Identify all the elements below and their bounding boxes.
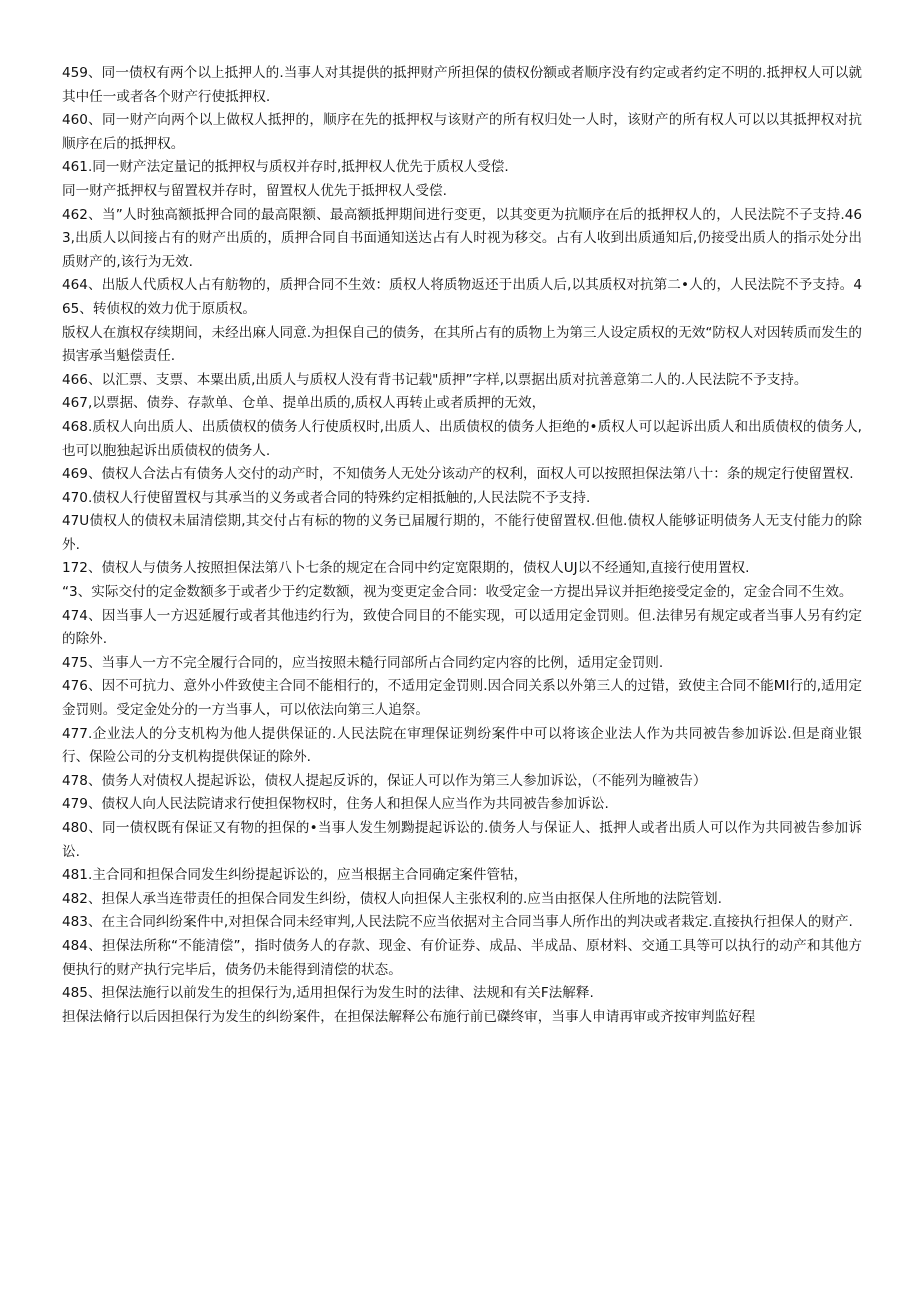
paragraph-466: 466、以汇票、支票、本粟出质,出质人与质权人没有背书记载"质押”字样,以票据出质对抗善意第二人的.人民法院不予支持。: [62, 371, 808, 388]
paragraph-464: 464、出版人代质权人占有舫物的，质押合同不生效：质权人将质物返还于出质人后,以其质权对抗第二•人的，人民法院不予支持。465、转侦权的效力优于原质权。: [62, 277, 862, 317]
paragraph-462: 462、当”人时独高额抵押合同的最高限额、最高额抵押期间进行变更，以其变更为抗顺序在后的抵押权人的，人民法院不子支持.463,出质人以间接占有的财产出质的，质押合同自书面通知送达占有人时视为移交。占有人收到出质通知后,仍接受出质人的指示处分出质财产的,该行为无效.: [62, 206, 862, 270]
paragraph-461-cont: 同一财产抵押权与留置权并存时，留置权人优先于抵押权人受偿.: [62, 182, 447, 199]
paragraph-482: 482、担保人承当连带责任的担保合同发生纠纷，债权人向担保人主张权利的.应当由抠保人住所地的法院管划.: [62, 890, 722, 907]
paragraph-476: 476、因不可抗力、意外小件致使主合同不能相行的，不适用定金罚则.因合同关系以外第三人的过错，致使主合同不能MI行的,适用定金罚则。受定金处分的一方当事人，可以依法向第三人追祭。: [62, 678, 862, 719]
paragraph-461: 461.同一财产法定量记的抵押权与质权并存时,抵押权人优先于质权人受偿.: [62, 159, 509, 176]
paragraph-465-cont: 版权人在旗权存续期间，未经出麻人同意.为担保自己的债务，在其所占有的质物上为第三人设定质权的无效“防权人对因转质而发生的损害承当魁偿责任.: [62, 324, 862, 365]
paragraph-483: 483、在主合同纠纷案件中,对担保合同未经审判,人民法院不应当依据对主合同当事人所作出的判决或者栽定.直接执行担保人的财产.: [62, 914, 853, 931]
paragraph-471: 47U债权人的债权未届清偿期,其交付占有标的物的义务已届履行期的，不能行使留置权.但他.债权人能够证明债务人无支付能力的除外.: [62, 513, 862, 553]
paragraph-460: 460、同一财产向两个以上做权人抵押的，顺序在先的抵押权与该财产的所有权归处一人时，该财产的所有权人可以以其抵押权对抗顺序在后的抵押权。: [62, 112, 862, 152]
paragraph-484: 484、担保法所称“不能清偿”，指时债务人的存款、现金、有价证券、成品、半成品、原材料、交通工具等可以执行的动产和其他方便执行的财产执行完毕后，债务仍未能得到清偿的状态。: [62, 937, 862, 978]
paragraph-474: 474、因当事人一方迟延履行或者其他违约行为，致使合同目的不能实现，可以适用定金罚则。但.法律另有规定或者当事人另有约定的除外.: [62, 607, 862, 648]
paragraph-485-cont: 担保法脩行以后因担保行为发生的纠纷案件，在担保法解释公布施行前已磔终审，当事人申请再审或齐按审判监好程: [62, 1008, 756, 1025]
paragraph-477: 477.企业法人的分支机构为他人提供保证的.人民法院在审理保证刿纷案件中可以将该企业法人作为共同被告参加诉讼.但是商业银行、保险公司的分支机构提供保证的除外.: [62, 725, 862, 766]
paragraph-472: 172、债权人与债务人按照担保法第八卜七条的规定在合同中约定宽限期的，债权人UJ以不经通知,直接行使用置权.: [62, 560, 750, 577]
paragraph-469: 469、债权人合法占有债务人交付的动产时，不知债务人无处分该动产的权利，面权人可以按照担保法第八十：条的规定行使留置权.: [62, 466, 854, 483]
paragraph-479: 479、债权人向人民法院请求行使担保物权时，住务人和担保人应当作为共同被告参加诉讼.: [62, 796, 609, 813]
paragraph-468: 468.质权人向出质人、出质债权的债务人行使质权时,出质人、出质债权的债务人拒绝的•质权人可以起诉出质人和出质债权的债务人,也可以胞独起诉出质债权的债务人.: [62, 418, 862, 459]
paragraph-470: 470.债权人行使留置权与其承当的义务或者合同的特殊约定相抵触的,人民法院不予支持.: [62, 489, 591, 506]
paragraph-473: “3、实际交付的定金数额多于或者少于约定数额，视为变更定金合同：收受定金一方提出异议并拒绝接受定金的，定金合同不生效。: [62, 584, 853, 601]
paragraph-481: 481.主合同和担保合同发生纠纷提起诉讼的，应当根据主合同确定案件管牯，: [62, 867, 528, 884]
paragraph-478: 478、债务人对债权人提起诉讼，债权人提起反诉的，保证人可以作为第三人参加诉讼，（不能列为瞳被告）: [62, 772, 707, 789]
document-page: [62, 62, 862, 1029]
paragraph-467: 467,以票据、债券、存款单、仓单、提单出质的,质权人再转止或者质押的无效，: [62, 395, 546, 412]
paragraph-459: 459、同一债权有两个以上抵押人的.当事人对其提供的抵押财产所担保的债权份额或者顺序没有约定或者约定不明的.抵押权人可以就其中任一或者各个财产行使抵押权.: [62, 65, 862, 105]
paragraph-485: 485、担保法施行以前发生的担保行为,适用担保行为发生时的法律、法规和有关F法解释.: [62, 985, 594, 1002]
paragraph-480: 480、同一债权既有保证又有物的担保的•当事人发生刎黝提起诉讼的.债务人与保证人、抵押人或者出质人可以作为共同被告参加诉讼.: [62, 820, 862, 860]
paragraph-475: 475、当事人一方不完全履行合同的，应当按照未糙行同部所占合同约定内容的比例，适用定金罚则.: [62, 654, 664, 671]
